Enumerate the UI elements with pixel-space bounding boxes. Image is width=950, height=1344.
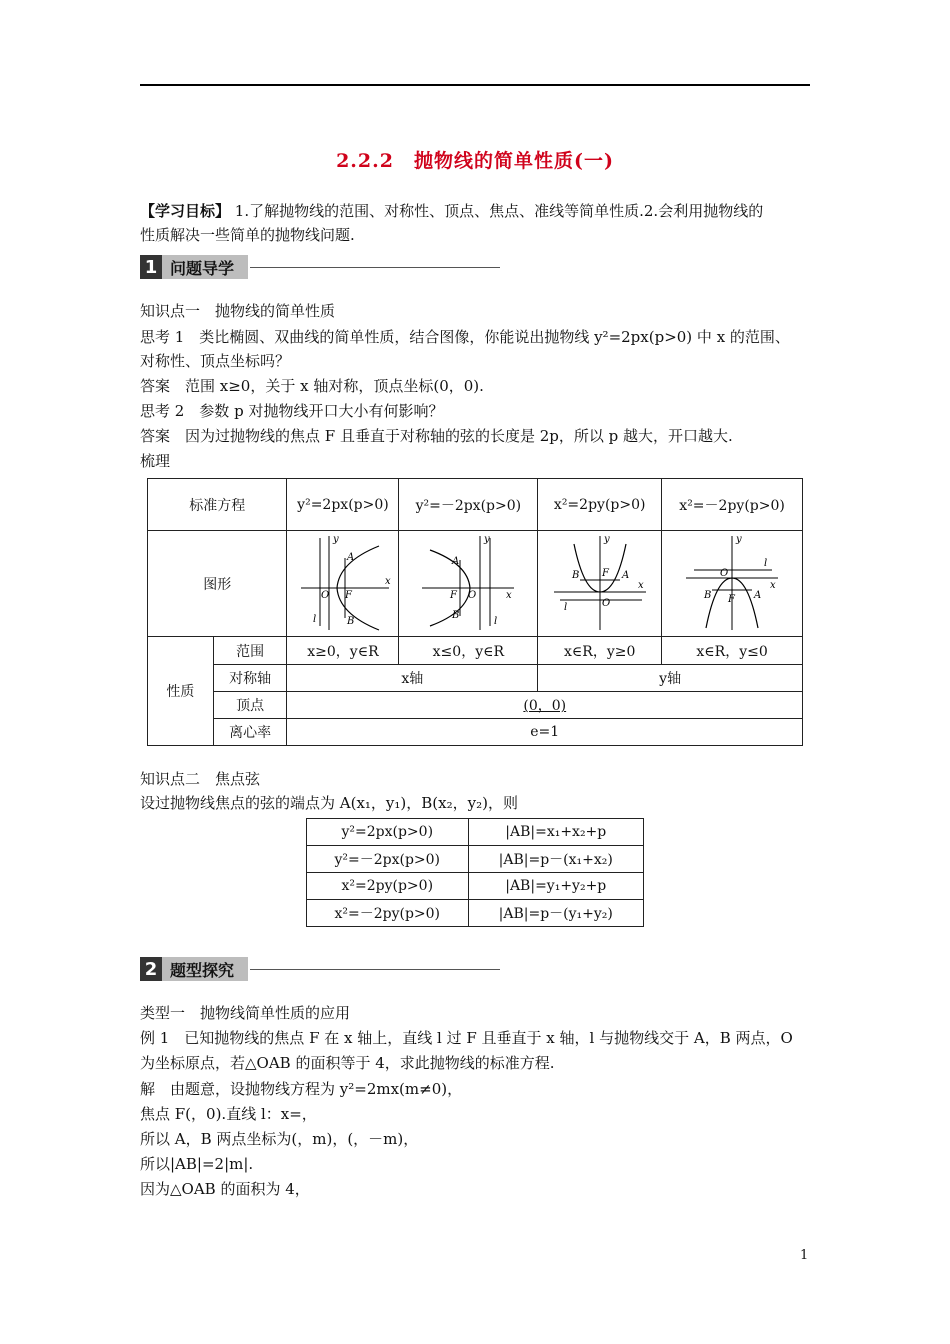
page-number: 1 <box>800 1248 809 1263</box>
think-1-line-2: 对称性、顶点坐标吗？ <box>140 352 291 370</box>
vertex-label: 顶点 <box>213 692 287 719</box>
svg-text:A: A <box>452 555 460 567</box>
think-1-line-1: 思考 1 类比椭圆、双曲线的简单性质，结合图像，你能说出抛物线 y²=2px(p>0) 中 x 的范围、 <box>140 328 790 346</box>
svg-text:F: F <box>728 593 736 605</box>
equation-2: y²=－2px(p>0) <box>399 479 538 531</box>
svg-text:B: B <box>452 609 460 621</box>
range-2: x≤0，y∈R <box>399 637 538 665</box>
svg-text:x: x <box>506 589 512 601</box>
answer-1: 答案 范围 x≥0，关于 x 轴对称，顶点坐标(0，0). <box>140 377 484 395</box>
vertex-value: (0，0) <box>287 692 803 719</box>
equation-1: y²=2px(p>0) <box>287 479 399 531</box>
property-label: 性质 <box>148 637 214 746</box>
svg-text:B: B <box>571 569 580 581</box>
table-row <box>148 692 803 719</box>
svg-text:F: F <box>344 589 352 601</box>
solution-line-4: 所以|AB|=2|m|. <box>140 1155 254 1173</box>
objective-text: 1.了解抛物线的范围、对称性、顶点、焦点、准线等简单性质.2.会利用抛物线的 <box>234 202 764 220</box>
solution-line-1: 解 由题意，设抛物线方程为 y²=2mx(m≠0)， <box>140 1080 463 1098</box>
section-number: 2 <box>140 957 162 981</box>
svg-text:B: B <box>704 589 712 601</box>
section-label: 题型探究 <box>162 957 248 981</box>
table-row <box>148 479 803 531</box>
equation-4: x²=－2py(p>0) <box>662 479 803 531</box>
page-title: 2.2.2 抛物线的简单性质(一) <box>336 150 614 172</box>
objective-line-1 <box>140 200 763 222</box>
chord-equation: y²=－2px(p>0) <box>307 846 469 873</box>
eccentricity-value: e=1 <box>287 719 803 746</box>
figure-label: 图形 <box>148 531 287 637</box>
svg-text:y: y <box>484 533 490 545</box>
focal-chord-table <box>306 818 644 927</box>
axis-label: 对称轴 <box>213 665 287 692</box>
section-number: 1 <box>140 255 162 279</box>
think-2: 思考 2 参数 p 对抛物线开口大小有何影响？ <box>140 402 444 420</box>
svg-text:l: l <box>312 613 317 625</box>
svg-text:F: F <box>450 589 458 601</box>
table-row <box>307 846 644 873</box>
figure-3 <box>538 531 662 637</box>
top-rule <box>140 84 810 86</box>
equation-3: x²=2py(p>0) <box>538 479 662 531</box>
section-rule <box>250 969 500 970</box>
knowledge-point-1: 知识点一 抛物线的简单性质 <box>140 302 336 320</box>
solution-line-3: 所以 A，B 两点坐标为(，m)，(，－m)， <box>140 1130 419 1148</box>
svg-text:A: A <box>754 589 762 601</box>
section-rule <box>250 267 500 268</box>
svg-text:B: B <box>346 615 355 627</box>
summary-label: 梳理 <box>140 452 171 470</box>
objective-label: 【学习目标】 <box>140 202 231 220</box>
parabola-right-graph <box>293 532 393 632</box>
parabola-down-graph <box>682 532 782 632</box>
header-label: 标准方程 <box>148 479 287 531</box>
table-row <box>148 531 803 637</box>
knowledge-point-2: 知识点二 焦点弦 <box>140 770 261 788</box>
chord-length: |AB|=p－(y₁+y₂) <box>468 900 643 927</box>
table-row <box>307 819 644 846</box>
figure-1 <box>287 531 399 637</box>
table-row <box>148 637 803 665</box>
chord-length: |AB|=x₁+x₂+p <box>468 819 643 846</box>
range-3: x∈R，y≥0 <box>538 637 662 665</box>
section-header-2 <box>140 955 500 983</box>
chord-length: |AB|=y₁+y₂+p <box>468 873 643 900</box>
type-1-heading: 类型一 抛物线简单性质的应用 <box>140 1004 351 1022</box>
eccentricity-label: 离心率 <box>213 719 287 746</box>
objective-line-2: 性质解决一些简单的抛物线问题. <box>140 226 355 244</box>
svg-text:y: y <box>332 533 339 545</box>
example-1-line-1: 例 1 已知抛物线的焦点 F 在 x 轴上，直线 l 过 F 且垂直于 x 轴，l 与抛物线交于 A，B 两点，O <box>140 1029 793 1047</box>
figure-4 <box>662 531 803 637</box>
parabola-properties-table <box>147 478 803 746</box>
chord-length: |AB|=p－(x₁+x₂) <box>468 846 643 873</box>
svg-text:O: O <box>720 567 729 579</box>
svg-text:x: x <box>637 579 644 591</box>
chord-equation: x²=－2py(p>0) <box>307 900 469 927</box>
answer-2: 答案 因为过抛物线的焦点 F 且垂直于对称轴的弦的长度是 2p，所以 p 越大，开口越大. <box>140 427 733 445</box>
range-4: x∈R，y≤0 <box>662 637 803 665</box>
svg-text:A: A <box>346 551 355 563</box>
svg-text:A: A <box>621 569 629 581</box>
svg-text:O: O <box>320 589 330 601</box>
chord-equation: y²=2px(p>0) <box>307 819 469 846</box>
table-row <box>307 900 644 927</box>
axis-y: y轴 <box>538 665 803 692</box>
solution-line-5: 因为△OAB 的面积为 4， <box>140 1180 310 1198</box>
figure-2 <box>399 531 538 637</box>
solution-line-2: 焦点 F(，0).直线 l：x=， <box>140 1105 317 1123</box>
svg-text:O: O <box>601 597 610 609</box>
svg-text:l: l <box>764 557 768 569</box>
section-header-1 <box>140 253 500 281</box>
svg-text:y: y <box>736 533 742 545</box>
chord-equation: x²=2py(p>0) <box>307 873 469 900</box>
table-row <box>148 665 803 692</box>
section-label: 问题导学 <box>162 255 248 279</box>
svg-text:O: O <box>468 589 477 601</box>
example-1-line-2: 为坐标原点，若△OAB 的面积等于 4，求此抛物线的标准方程. <box>140 1054 555 1072</box>
svg-text:F: F <box>601 567 609 579</box>
svg-text:l: l <box>494 615 498 627</box>
range-1: x≥0，y∈R <box>287 637 399 665</box>
svg-text:y: y <box>603 533 610 545</box>
focal-chord-intro: 设过抛物线焦点的弦的端点为 A(x₁，y₁)，B(x₂，y₂)，则 <box>140 794 518 812</box>
svg-text:x: x <box>770 579 776 591</box>
axis-x: x轴 <box>287 665 538 692</box>
parabola-up-graph <box>550 532 650 632</box>
svg-text:l: l <box>563 601 567 613</box>
svg-text:x: x <box>384 575 391 587</box>
table-row <box>148 719 803 746</box>
table-row <box>307 873 644 900</box>
parabola-left-graph <box>418 532 518 632</box>
range-label: 范围 <box>213 637 287 665</box>
